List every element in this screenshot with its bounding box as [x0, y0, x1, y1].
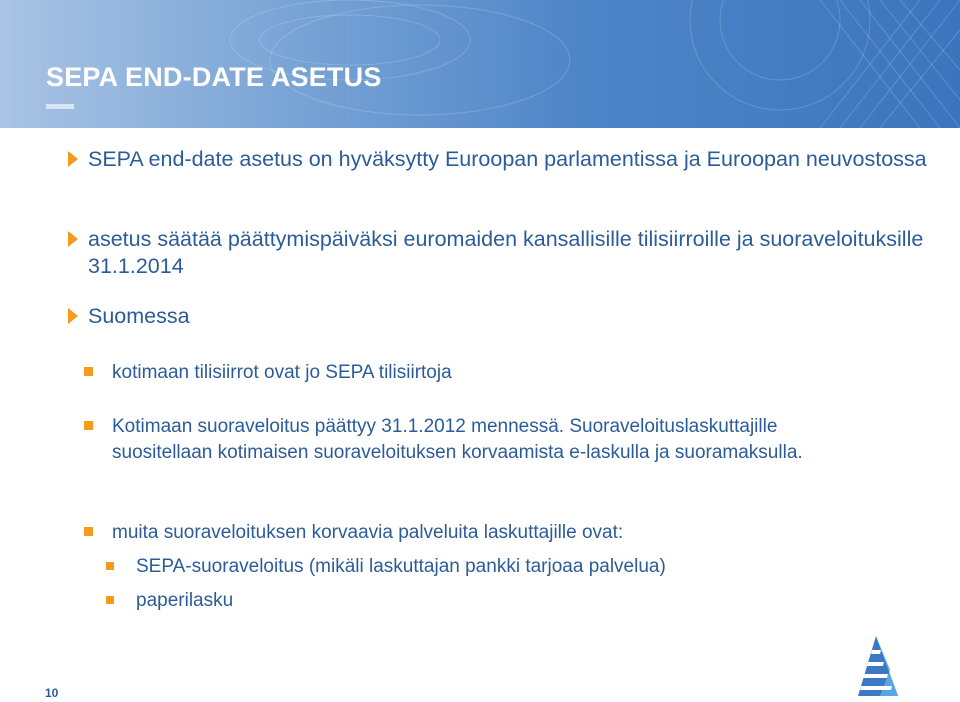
sub-bullet-text: muita suoraveloituksen korvaavia palveluita laskuttajille ovat:	[112, 522, 624, 543]
triangle-right-icon	[68, 308, 78, 324]
sub-bullet-text: kotimaan tilisiirrot ovat jo SEPA tilisiirtoja	[112, 362, 452, 383]
slide-title: SEPA END-DATE ASETUS	[46, 62, 382, 92]
bullet-item	[68, 226, 958, 280]
bullet-text: asetus säätää päättymispäiväksi euromaiden kansallisille tilisiirroille ja suoraveloituksille 31.1.2014	[88, 227, 924, 278]
sub-sub-bullet-text: SEPA-suoraveloitus (mikäli laskuttajan pankki tarjoaa palvelua)	[136, 556, 666, 577]
sub-bullet-item	[84, 360, 912, 386]
square-icon	[106, 596, 114, 604]
bullet-text: SEPA end-date asetus on hyväksytty Euroopan parlamentissa ja Euroopan neuvostossa	[88, 147, 927, 171]
sub-bullet-text: Kotimaan suoraveloitus päättyy 31.1.2012 mennessä. Suoraveloituslaskuttajille suositellaan kotimaisen suoraveloituksen korvaamista e-laskulla ja suoramaksulla.	[112, 416, 803, 463]
sub-sub-bullet-text: paperilasku	[136, 590, 234, 611]
triangle-right-icon	[68, 231, 78, 247]
triangle-right-icon	[68, 151, 78, 167]
sub-sub-bullet-item	[106, 588, 936, 614]
title-underline	[46, 104, 74, 109]
sub-sub-bullet-item	[106, 554, 936, 580]
square-icon	[84, 527, 93, 536]
bullet-text: Suomessa	[88, 304, 190, 328]
square-icon	[106, 562, 114, 570]
sub-bullet-item	[84, 414, 872, 466]
bullet-item	[68, 146, 958, 173]
header-banner	[0, 0, 960, 128]
square-icon	[84, 421, 93, 430]
pyramid-logo-icon	[850, 636, 910, 698]
sub-bullet-item	[84, 520, 912, 546]
page-number: 10	[45, 686, 59, 700]
bullet-item	[68, 303, 958, 330]
square-icon	[84, 367, 93, 376]
